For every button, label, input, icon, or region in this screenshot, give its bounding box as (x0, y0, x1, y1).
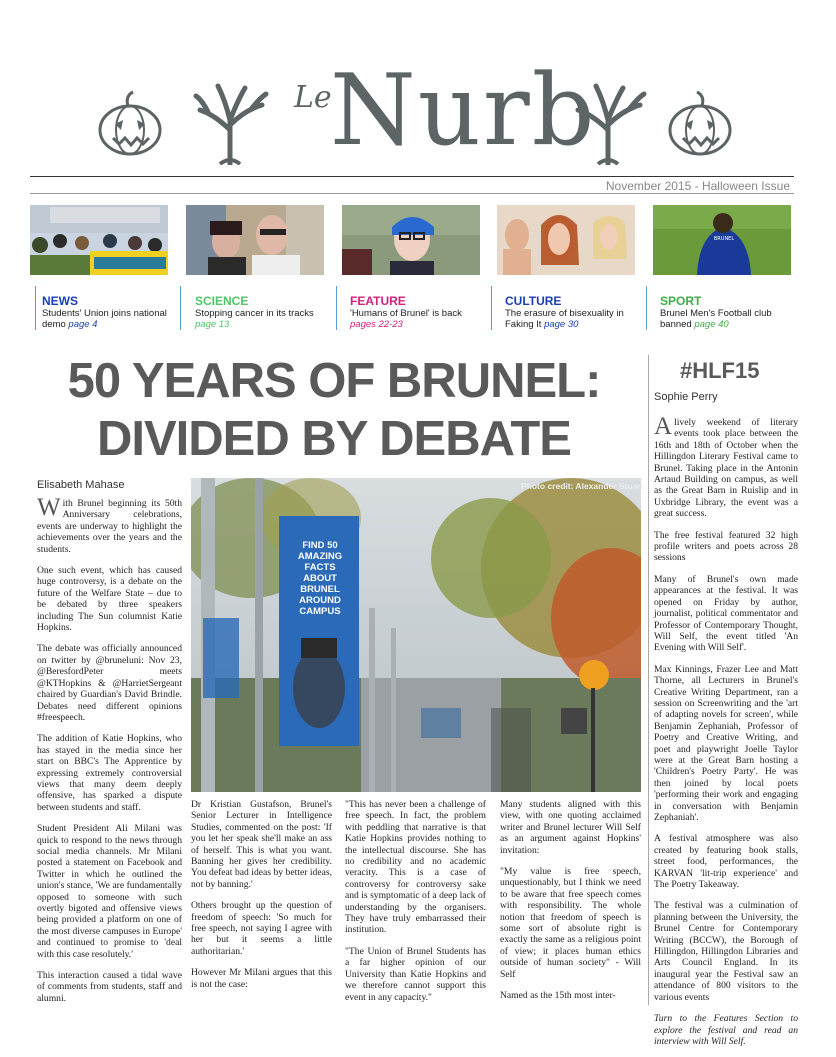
teaser-sport[interactable] (654, 296, 800, 330)
article-column-4 (500, 799, 641, 1012)
teaser-page[interactable]: page 13 (195, 319, 230, 330)
teaser-text: Stopping cancer in its tracks (195, 308, 314, 319)
paragraph: Many students aligned with this view, with one quoting acclaimed writer and Brunel lecturer Will Self as an argument against Hopkins' invitation: (500, 799, 641, 856)
article-column-3 (345, 799, 486, 1013)
teaser-text: The erasure of bisexuality in Faking It (505, 308, 624, 330)
teaser-section: FEATURE (350, 294, 406, 308)
article-column-2 (191, 799, 332, 1000)
paragraph: This interaction caused a tidal wave of comments from students, staff and alumni. (37, 970, 182, 1004)
masthead (0, 0, 836, 175)
masthead-title: Nurb (330, 54, 597, 168)
paragraph: However Mr Milani argues that this is not the case: (191, 967, 332, 990)
paragraph: The festival was a culmination of planning between the University, the Brunel Centre for Contemporary Writing (BCCW), the Borough of Hillingdon, Hillingdon Libraries and Arts Council England. In its inaugural year the Festival saw an attendance of 800 visitors to the various events (654, 900, 798, 1003)
sport-thumbnail[interactable] (653, 205, 791, 275)
teaser-culture[interactable] (499, 296, 645, 330)
sidebar-column (654, 413, 798, 1057)
teaser-section: NEWS (42, 294, 78, 308)
teaser-news[interactable] (36, 296, 182, 330)
banner-text: FIND 50 AMAZING FACTS ABOUT BRUNEL AROUND CAMPUS (297, 540, 343, 617)
paragraph: Named as the 15th most inter- (500, 990, 616, 1002)
drop-cap: A (654, 413, 673, 440)
issue-date: November 2015 - Halloween Issue (605, 179, 790, 193)
main-byline: Elisabeth Mahase (37, 479, 125, 491)
teaser-text: Brunel Men's Football club banned (660, 308, 772, 330)
column-divider (648, 355, 649, 1005)
drop-cap: W (37, 494, 61, 521)
paragraph: The free festival featured 32 high profile writers and poets across 28 sessions (654, 529, 798, 564)
features-pointer[interactable]: Turn to the Features Section to explore the festival and read an interview with Will Self. (654, 1013, 798, 1047)
culture-thumbnail[interactable] (497, 205, 635, 275)
paragraph: The addition of Katie Hopkins, who has stayed in the media since her start on BBC's The Apprentice by expressing extremely controversial views that many deem deeply offensive, has sparked a dispute between students and staff. (37, 733, 182, 813)
teaser-page[interactable]: page 4 (68, 319, 98, 330)
paragraph: "The Union of Brunel Students has a far higher opinion of our University than Katie Hopkins and we therefore cannot support this event in any capacity." (345, 945, 486, 1003)
teaser-divider (646, 286, 647, 330)
issue-rule (30, 193, 794, 194)
paragraph: The debate was officially announced on twitter by @bruneluni: Nov 23, @BeresfordPeter meets @KTHopkins & @HarrietSergeant chaired by Guardian's David Brindle. Debates need different opinions #freespeech. (37, 643, 182, 723)
headline-line-1: 50 YEARS OF BRUNEL: (67, 354, 601, 408)
paragraph: "My value is free speech, unquestionably, but I think we need to be aware that free speech comes with responsibility. The whole notion that freedom of speech is some sort of absolute right is exactly the same as a religious point of view; it places human ethics outside of human society" - Will Self (500, 866, 641, 980)
paragraph: Student President Ali Milani was quick to respond to the news through social media channels. Mr Milani posted a statement on Facebook and Twitter in which he outlined the union's stance, 'We are fundamentally opposed to someone with such overtly bigoted and offensive views being provided a platform on one of the most diverse campuses in Europe' and continued to promise to 'deal with this case resolutely.' (37, 823, 182, 960)
headline-line-2: DIVIDED BY DEBATE (97, 412, 571, 466)
paragraph: One such event, which has caused huge controversy, is a debate on the future of the Welfare State – due to be debated by three speakers including The Sun columnist Katie Hopkins. (37, 565, 182, 634)
teaser-section: CULTURE (505, 294, 562, 308)
feature-thumbnail[interactable] (342, 205, 480, 275)
teaser-page[interactable]: pages 22-23 (350, 319, 403, 330)
headline (34, 352, 634, 468)
teaser-page[interactable]: page 30 (544, 319, 579, 330)
teaser-divider (336, 286, 337, 330)
paragraph: Dr Kristian Gustafson, Brunel's Senior Lecturer in Intelligence Studies, commented on the post: 'If you let her speak she'll make an ass of herself. This is what you want. Banning her gives her credibility. You defeat bad ideas by better ideas, not by banning.' (191, 799, 332, 890)
paragraph: A festival atmosphere was also created by featuring book stalls, street food, performances, the KARVAN 'lit-trip experience' and The Poetry Takeaway. (654, 833, 798, 891)
teaser-section: SCIENCE (195, 294, 249, 308)
campus-photo (191, 478, 644, 792)
sidebar-title: #HLF15 (680, 358, 760, 383)
teaser-science[interactable] (189, 296, 335, 330)
paragraph: Others brought up the question of freedom of speech: 'So much for free speech, not saying I agree with her but it seems a little authoritarian.' (191, 900, 332, 957)
masthead-prefix: Le (294, 80, 332, 115)
teaser-text: Students' Union joins national demo (42, 308, 167, 330)
teaser-text: 'Humans of Brunel' is back (350, 308, 462, 319)
svg-text:BRUNEL: BRUNEL (713, 236, 735, 242)
paragraph: "This has never been a challenge of free speech. In fact, the problem with peddling that narrative is that Katie Hopkins provides nothing to the intellectual discourse. She has no credibility and no academic veracity. This is a case of controversy for controversy sake and is symptomatic of a deep lack of understanding by the organisers. They have truly embarrassed their institution. (345, 799, 486, 936)
paragraph: lively weekend of literary events took place between the 16th and 18th of October when the Hillingdon Literary Festival came to Brunel. Taking place in the Antonin Artaud Building on campus, as well as the Great Barn in Ruislip and in Uxbridge Library, the event was a great success. (654, 417, 798, 520)
news-thumbnail[interactable] (30, 205, 168, 275)
paragraph: Many of Brunel's own made appearances at the festival. It was opened on Friday by author, journalist, political commentator and Professor of Contemporary Thought, Will Self, the event titled 'An Evening with Will Self'. (654, 573, 798, 654)
paragraph: Max Kinnings, Frazer Lee and Matt Thorne, all Lecturers in Brunel's Creative Writing Department, ran a session on Screenwriting and the 'art of adapting novels for screen', while Benjamin Zephaniah, Professor of Poetry and Creative Writing, and poet and playwright Joelle Taylor were at the Great Barn hosting a 'Children's Poetry Party'. He was then joined by local poets 'performing their work and engaging in conversation with Benjamin Zephaniah'. (654, 663, 798, 823)
teaser-divider (491, 286, 492, 330)
spooky-tree-icon (190, 80, 270, 165)
paragraph: ith Brunel beginning its 50th Anniversary celebrations, events are underway to highlight the achievements over the years and the students. (37, 498, 182, 555)
teaser-page[interactable]: page 40 (694, 319, 729, 330)
masthead-rule (30, 176, 794, 177)
pumpkin-icon (95, 88, 165, 158)
sidebar-byline: Sophie Perry (654, 391, 718, 403)
teaser-feature[interactable] (344, 296, 490, 330)
pumpkin-icon (665, 88, 735, 158)
photo-credit: Photo credit: Alexander Stuart (521, 481, 644, 491)
science-thumbnail[interactable] (186, 205, 324, 275)
teaser-section: SPORT (660, 294, 702, 308)
article-column-1 (37, 494, 182, 1014)
